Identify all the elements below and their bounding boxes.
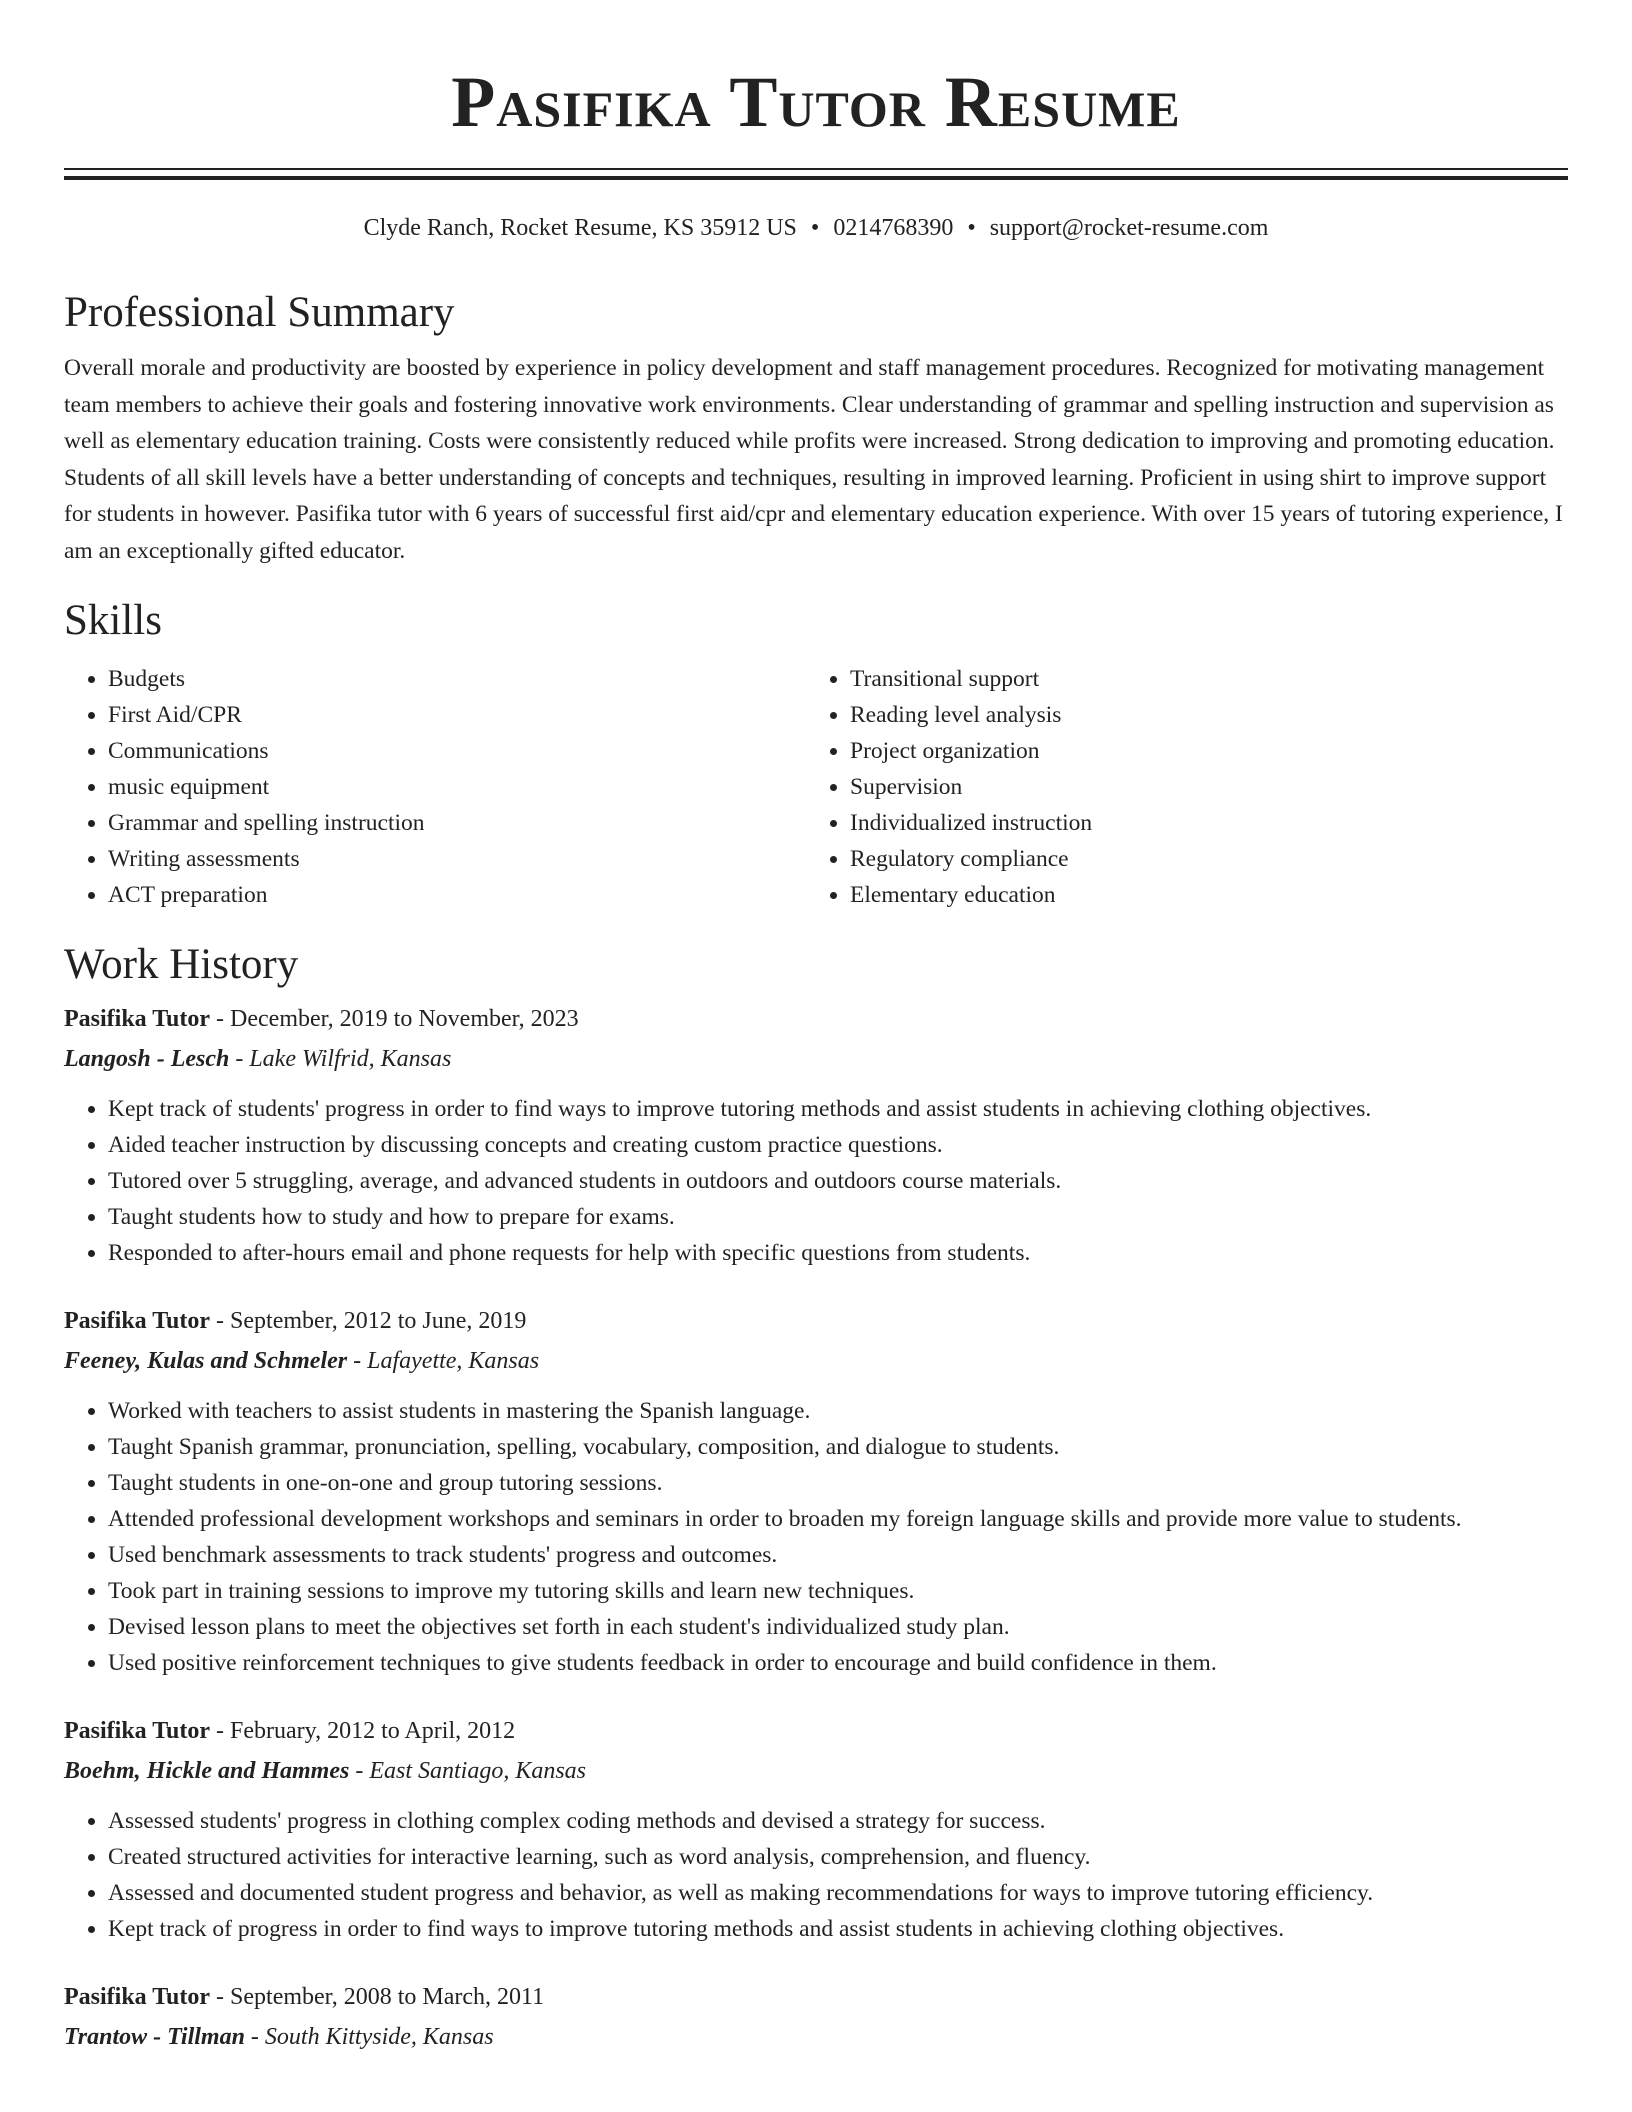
skill-item: • ACT preparation xyxy=(108,877,806,913)
job-bullets xyxy=(64,1393,1568,1681)
skill-item: • Budgets xyxy=(108,661,806,697)
job-bullet: • Assessed and documented student progress and behavior, as well as making recommendations for ways to improve tutoring efficiency. xyxy=(108,1875,1568,1911)
job-bullet: • Used benchmark assessments to track students' progress and outcomes. xyxy=(108,1537,1568,1573)
job-company: Trantow - Tillman xyxy=(64,2023,245,2050)
summary-text: Overall morale and productivity are boosted by experience in policy development and staff management procedures. Recognized for motivating management team members to achieve their goals and fostering innovative work environments. Clear understanding of grammar and spelling instruction and supervision as well as elementary education training. Costs were consistently reduced while profits were increased. Strong dedication to improving and promoting education. Students of all skill levels have a better understanding of concepts and techniques, resulting in improved learning. Proficient in using shirt to improve support for students in however. Pasifika tutor with 6 years of successful first aid/cpr and elementary education experience. With over 15 years of tutoring experience, I am an exceptionally gifted educator. xyxy=(64,355,1563,564)
skill-item: • Reading level analysis xyxy=(850,697,1548,733)
job-employer xyxy=(64,1039,1568,1079)
skill-item: • Writing assessments xyxy=(108,841,806,877)
contact-address: Clyde Ranch, Rocket Resume, KS 35912 US xyxy=(363,215,797,241)
skill-item: • First Aid/CPR xyxy=(108,697,806,733)
contact-phone: 0214768390 xyxy=(833,215,954,241)
job-bullet: • Took part in training sessions to improve my tutoring skills and learn new techniques. xyxy=(108,1573,1568,1609)
title-divider-thick xyxy=(64,176,1568,180)
job-employer xyxy=(64,1751,1568,1791)
job-bullet: • Created structured activities for interactive learning, such as word analysis, comprehension, and fluency. xyxy=(108,1839,1568,1875)
job-bullet: • Attended professional development workshops and seminars in order to broaden my foreign language skills and provide more value to students. xyxy=(108,1501,1568,1537)
job-bullet: • Aided teacher instruction by discussing concepts and creating custom practice questions. xyxy=(108,1127,1568,1163)
contact-separator: • xyxy=(967,215,976,241)
job-entry xyxy=(64,999,1568,1271)
skill-item: • Grammar and spelling instruction xyxy=(108,805,806,841)
summary-heading: Professional Summary xyxy=(64,288,455,336)
job-bullet: • Taught students in one-on-one and group tutoring sessions. xyxy=(108,1465,1568,1501)
job-bullet: • Used positive reinforcement techniques to give students feedback in order to encourage and build confidence in them. xyxy=(108,1645,1568,1681)
work-history-heading: Work History xyxy=(64,940,299,988)
job-title: Pasifika Tutor xyxy=(64,1005,211,1032)
job-bullet: • Kept track of students' progress in order to find ways to improve tutoring methods and assist students in achieving clothing objectives. xyxy=(108,1091,1568,1127)
job-employer xyxy=(64,1341,1568,1381)
job-title: Pasifika Tutor xyxy=(64,1983,211,2010)
skill-item: • Individualized instruction xyxy=(850,805,1548,841)
job-entry xyxy=(64,1977,1568,2057)
skills-columns xyxy=(64,661,1568,913)
job-bullet: • Devised lesson plans to meet the objectives set forth in each student's individualized study plan. xyxy=(108,1609,1568,1645)
job-header xyxy=(64,1711,1568,1751)
skills-list-right xyxy=(806,661,1548,913)
title-divider-thin xyxy=(64,168,1568,170)
job-entry xyxy=(64,1711,1568,1947)
job-bullet: • Worked with teachers to assist students in mastering the Spanish language. xyxy=(108,1393,1568,1429)
skill-item: • Elementary education xyxy=(850,877,1548,913)
job-bullet: • Responded to after-hours email and phone requests for help with specific questions from students. xyxy=(108,1235,1568,1271)
skill-item: • Project organization xyxy=(850,733,1548,769)
skill-item: • Communications xyxy=(108,733,806,769)
job-location: - South Kittyside, Kansas xyxy=(250,2023,494,2050)
job-dates: - September, 2008 to March, 2011 xyxy=(216,1983,545,2010)
skill-item: • Supervision xyxy=(850,769,1548,805)
job-location: - Lake Wilfrid, Kansas xyxy=(235,1045,452,1072)
job-bullets xyxy=(64,1803,1568,1947)
job-company: Langosh - Lesch xyxy=(64,1045,230,1072)
skills-list-left xyxy=(64,661,806,913)
job-header xyxy=(64,1977,1568,2017)
job-bullets xyxy=(64,1091,1568,1271)
job-header xyxy=(64,1301,1568,1341)
job-bullet: • Taught students how to study and how to prepare for exams. xyxy=(108,1199,1568,1235)
job-location: - Lafayette, Kansas xyxy=(353,1347,540,1374)
skill-item: • Regulatory compliance xyxy=(850,841,1548,877)
job-title: Pasifika Tutor xyxy=(64,1717,211,1744)
resume-title: Pasifika Tutor Resume xyxy=(451,62,1181,142)
skills-heading: Skills xyxy=(64,597,162,645)
job-header xyxy=(64,999,1568,1039)
contact-separator: • xyxy=(810,215,820,241)
job-title: Pasifika Tutor xyxy=(64,1307,211,1334)
job-bullet: • Tutored over 5 struggling, average, and advanced students in outdoors and outdoors course materials. xyxy=(108,1163,1568,1199)
job-bullet: • Assessed students' progress in clothing complex coding methods and devised a strategy for success. xyxy=(108,1803,1568,1839)
job-dates: - September, 2012 to June, 2019 xyxy=(216,1307,527,1334)
job-employer xyxy=(64,2017,1568,2057)
job-bullet: • Kept track of progress in order to find ways to improve tutoring methods and assist students in achieving clothing objectives. xyxy=(108,1911,1568,1947)
contact-email: support@rocket-resume.com xyxy=(989,215,1269,241)
job-location: - East Santiago, Kansas xyxy=(355,1757,587,1784)
skill-item: • Transitional support xyxy=(850,661,1548,697)
contact-line xyxy=(64,214,1568,243)
job-dates: - December, 2019 to November, 2023 xyxy=(216,1005,579,1032)
job-company: Feeney, Kulas and Schmeler xyxy=(64,1347,348,1374)
job-entry xyxy=(64,1301,1568,1681)
job-company: Boehm, Hickle and Hammes xyxy=(64,1757,350,1784)
skill-item: • music equipment xyxy=(108,769,806,805)
job-dates: - February, 2012 to April, 2012 xyxy=(216,1717,516,1744)
job-bullet: • Taught Spanish grammar, pronunciation, spelling, vocabulary, composition, and dialogue to students. xyxy=(108,1429,1568,1465)
